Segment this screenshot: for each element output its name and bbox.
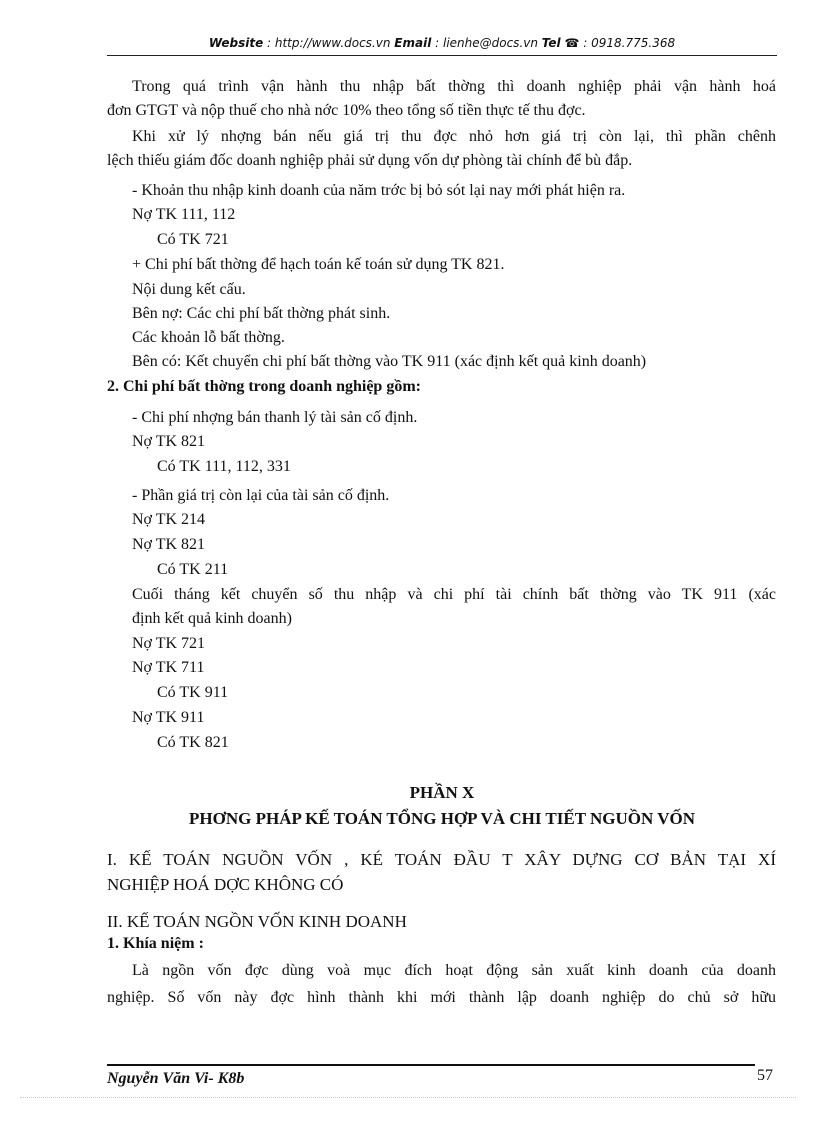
section1-heading: I. KẾ TOÁN NGUỒN VỐN , KÉ TOÁN ĐẦU T XÂY DỰNG CƠ BẢN TẠI XÍ xyxy=(107,850,776,869)
body-line: đơn GTGT và nộp thuế cho nhà nớc 10% theo tổng số tiền thực tế thu đợc. xyxy=(107,102,586,119)
body-line: Cuối tháng kết chuyển số thu nhập và chi phí tài chính bất thờng vào TK 911 (xác xyxy=(132,586,776,603)
body-line: Có TK 211 xyxy=(157,561,229,578)
body-line: Nợ TK 821 xyxy=(132,536,206,553)
paragraph-line: Là ngồn vốn đợc dùng voà mục đích hoạt động sản xuất kinh doanh của doanh xyxy=(132,962,776,979)
section2-heading: II. KẾ TOÁN NGỒN VỐN KINH DOANH xyxy=(107,912,407,931)
body-line: Bên có: Kết chuyển chi phí bất thờng vào TK 911 (xác định kết quả kinh doanh) xyxy=(132,353,647,370)
email-label: Email xyxy=(394,36,432,50)
section1-heading-continued: NGHIỆP HOÁ DỢC KHÔNG CÓ xyxy=(107,875,344,894)
body-line: Nợ TK 911 xyxy=(132,709,205,726)
bullet-item: - Phần giá trị còn lại của tài sản cố định. xyxy=(132,487,390,504)
phone-icon: ☎ xyxy=(564,36,580,50)
body-line: định kết quả kinh doanh) xyxy=(132,610,292,627)
website-label: Website xyxy=(208,36,264,50)
header-rule xyxy=(107,55,777,56)
subsection-heading: 1. Khía niệm : xyxy=(107,935,204,952)
body-line: Trong quá trình vận hành thu nhập bất thờng thì doanh nghiệp phải vận hành hoá xyxy=(132,78,776,95)
page-number: 57 xyxy=(757,1067,773,1084)
body-line: Nợ TK 214 xyxy=(132,511,206,528)
body-line: Nợ TK 711 xyxy=(132,659,205,676)
tel-label: Tel xyxy=(541,36,561,50)
body-line: Bên nợ: Các chi phí bất thờng phát sinh. xyxy=(132,305,391,322)
body-line: Nợ TK 821 xyxy=(132,433,206,450)
part-subtitle: PHƠNG PHÁP KẾ TOÁN TỔNG HỢP VÀ CHI TIẾT NGUỒN VỐN xyxy=(189,809,695,828)
body-line: Có TK 911 xyxy=(157,684,229,701)
body-line: Có TK 821 xyxy=(157,734,229,751)
footer-rule xyxy=(107,1064,755,1066)
paragraph-line: nghiệp. Số vốn này đợc hình thành khi mới thành lập doanh nghiệp do chủ sở hữu xyxy=(107,989,776,1006)
body-line: Nội dung kết cấu. xyxy=(132,281,246,298)
part-title: PHẦN X xyxy=(409,783,475,802)
body-line: Có TK 111, 112, 331 xyxy=(157,458,291,475)
body-line: Nợ TK 111, 112 xyxy=(132,206,236,223)
footer-author: Nguyễn Văn Vi- K8b xyxy=(107,1070,245,1087)
bullet-item: - Khoản thu nhập kinh doanh của năm trớc bị bỏ sót lại nay mới phát hiện ra. xyxy=(132,182,626,199)
bullet-item: + Chi phí bất thờng để hạch toán kế toán sử dụng TK 821. xyxy=(132,256,505,273)
body-line: Các khoản lỗ bất thờng. xyxy=(132,329,285,346)
body-line: Có TK 721 xyxy=(157,231,229,248)
page-edge-divider xyxy=(20,1097,796,1098)
website-value: : http://www.docs.vn xyxy=(263,36,395,50)
page-header xyxy=(107,36,777,50)
tel-value: : 0918.775.368 xyxy=(579,36,676,50)
bullet-item: - Chi phí nhợng bán thanh lý tài sản cố định. xyxy=(132,409,418,426)
section-heading: 2. Chi phí bất thờng trong doanh nghiệp gồm: xyxy=(107,378,421,395)
email-value: : lienhe@docs.vn xyxy=(431,36,542,50)
body-line: Khi xử lý nhợng bán nếu giá trị thu đợc nhỏ hơn giá trị còn lại, thì phần chênh xyxy=(132,128,776,145)
body-line: lệch thiếu giám đốc doanh nghiệp phải sử dụng vốn dự phòng tài chính để bù đắp. xyxy=(107,152,633,169)
body-line: Nợ TK 721 xyxy=(132,635,206,652)
